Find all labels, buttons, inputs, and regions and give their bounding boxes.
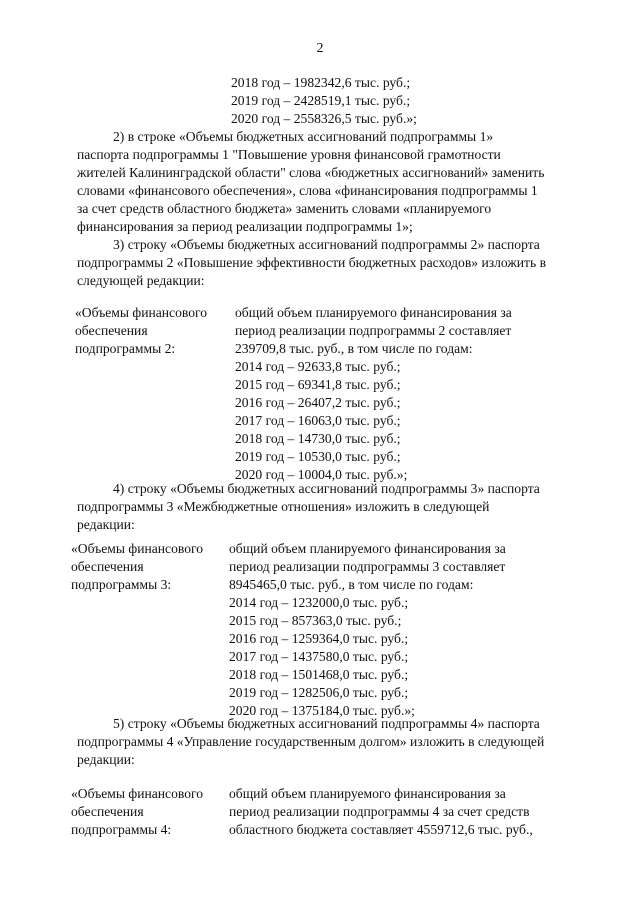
block-content bbox=[229, 540, 589, 720]
year-line: 2020 год – 10004,0 тыс. руб.»; bbox=[235, 467, 408, 482]
paragraph-2 bbox=[77, 128, 587, 236]
label-line: «Объемы финансового bbox=[75, 305, 208, 320]
paragraph-line: паспорта подпрограммы 1 "Повышение уровня финансовой грамотности bbox=[77, 147, 501, 162]
content-line: общий объем планируемого финансирования за bbox=[229, 786, 506, 801]
paragraph-line: словами «финансового обеспечения», слова «финансирования подпрограммы 1 bbox=[77, 183, 538, 198]
year-line: 2018 год – 14730,0 тыс. руб.; bbox=[235, 431, 401, 446]
year-line: 2019 год – 10530,0 тыс. руб.; bbox=[235, 449, 401, 464]
paragraph-line: редакции: bbox=[77, 752, 135, 767]
content-line: областного бюджета составляет 4559712,6 тыс. руб., bbox=[229, 822, 533, 837]
year-line: 2015 год – 857363,0 тыс. руб.; bbox=[229, 613, 402, 628]
content-line: период реализации подпрограммы 4 за счет средств bbox=[229, 804, 530, 819]
year-line: 2017 год – 16063,0 тыс. руб.; bbox=[235, 413, 401, 428]
label-line: «Объемы финансового bbox=[71, 786, 204, 801]
paragraph-5 bbox=[77, 715, 587, 769]
top-year-list bbox=[231, 74, 417, 128]
paragraph-line: 5) строку «Объемы бюджетных ассигнований подпрограммы 4» паспорта bbox=[113, 716, 540, 731]
year-line: 2020 год – 1375184,0 тыс. руб.»; bbox=[229, 703, 415, 718]
top-year-line: 2020 год – 2558326,5 тыс. руб.»; bbox=[231, 111, 417, 126]
year-line: 2014 год – 92633,8 тыс. руб.; bbox=[235, 359, 401, 374]
label-line: подпрограммы 3: bbox=[71, 577, 172, 592]
year-line: 2017 год – 1437580,0 тыс. руб.; bbox=[229, 649, 409, 664]
label-line: обеспечения bbox=[71, 559, 144, 574]
content-line: 239709,8 тыс. руб., в том числе по годам: bbox=[235, 341, 473, 356]
paragraph-line: следующей редакции: bbox=[77, 273, 205, 288]
year-line: 2019 год – 1282506,0 тыс. руб.; bbox=[229, 685, 409, 700]
year-line: 2016 год – 26407,2 тыс. руб.; bbox=[235, 395, 401, 410]
page-number: 2 bbox=[316, 41, 324, 56]
year-list bbox=[229, 594, 589, 720]
top-year-line: 2018 год – 1982342,6 тыс. руб.; bbox=[231, 75, 411, 90]
paragraph-line: редакции: bbox=[77, 517, 135, 532]
paragraph-line: за счет средств областного бюджета» заменить словами «планируемого bbox=[77, 201, 492, 216]
label-line: подпрограммы 4: bbox=[71, 822, 172, 837]
year-line: 2016 год – 1259364,0 тыс. руб.; bbox=[229, 631, 409, 646]
paragraph-line: подпрограммы 3 «Межбюджетные отношения» изложить в следующей bbox=[77, 499, 490, 514]
paragraph-3 bbox=[77, 236, 587, 290]
content-line: 8945465,0 тыс. руб., в том числе по годам: bbox=[229, 577, 474, 592]
block-label bbox=[71, 540, 229, 594]
paragraph-line: подпрограммы 4 «Управление государственным долгом» изложить в следующей bbox=[77, 734, 545, 749]
content-line: период реализации подпрограммы 2 составляет bbox=[235, 323, 512, 338]
paragraph-text: 2) в строке «Объемы бюджетных ассигнований подпрограммы 1» bbox=[113, 129, 494, 144]
top-year-line: 2019 год – 2428519,1 тыс. руб.; bbox=[231, 93, 411, 108]
label-line: обеспечения bbox=[71, 804, 144, 819]
label-line: подпрограммы 2: bbox=[75, 341, 176, 356]
content-line: общий объем планируемого финансирования за bbox=[229, 541, 506, 556]
block-content bbox=[235, 304, 585, 484]
content-line: общий объем планируемого финансирования за bbox=[235, 305, 512, 320]
block-label bbox=[71, 785, 229, 839]
paragraph-line bbox=[77, 128, 587, 146]
paragraph-line: 4) строку «Объемы бюджетных ассигнований подпрограммы 3» паспорта bbox=[113, 481, 540, 496]
paragraph-line: финансирования за период реализации подпрограммы 1»; bbox=[77, 219, 413, 234]
label-line: обеспечения bbox=[75, 323, 148, 338]
paragraph-line: 3) строку «Объемы бюджетных ассигнований подпрограммы 2» паспорта bbox=[113, 237, 540, 252]
year-list bbox=[235, 358, 585, 484]
year-line: 2018 год – 1501468,0 тыс. руб.; bbox=[229, 667, 409, 682]
paragraph-4 bbox=[77, 480, 587, 534]
block-label bbox=[75, 304, 233, 358]
paragraph-line: подпрограммы 2 «Повышение эффективности бюджетных расходов» изложить в bbox=[77, 255, 546, 270]
paragraph-line: жителей Калининградской области" слова «бюджетных ассигнований» заменить bbox=[77, 165, 545, 180]
label-line: «Объемы финансового bbox=[71, 541, 204, 556]
year-line: 2014 год – 1232000,0 тыс. руб.; bbox=[229, 595, 409, 610]
block-content bbox=[229, 785, 591, 839]
year-line: 2015 год – 69341,8 тыс. руб.; bbox=[235, 377, 401, 392]
content-line: период реализации подпрограммы 3 составляет bbox=[229, 559, 506, 574]
